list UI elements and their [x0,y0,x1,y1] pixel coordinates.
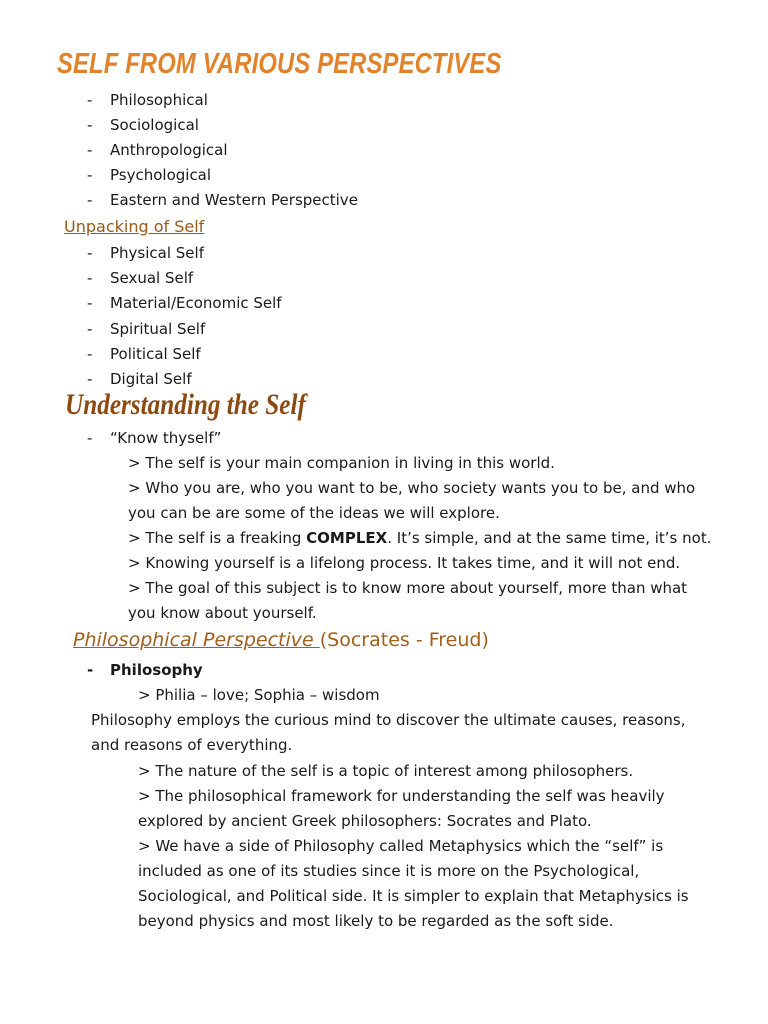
dash-marker: - [87,320,93,338]
philosophical-range: (Socrates - Freud) [319,629,489,651]
understanding-line: > Who you are, who you want to be, who society wants you to be, and who [128,479,696,497]
note-line: Sociological, and Political side. It is simpler to explain that Metaphysics is [138,887,689,905]
dash-marker: - [87,294,93,312]
definition-line: Philosophy employs the curious mind to discover the ultimate causes, reasons, [91,711,686,729]
list-item: Spiritual Self [110,320,206,338]
dash-marker: - [87,661,94,679]
note-line: explored by ancient Greek philosophers: Socrates and Plato. [138,812,592,830]
note-line: included as one of its studies since it is more on the Psychological, [138,862,640,880]
dash-marker: - [87,116,93,134]
note-line: > We have a side of Philosophy called Metaphysics which the “self” is [138,837,664,855]
dash-marker: - [87,141,93,159]
understanding-line: you can be are some of the ideas we will explore. [128,504,500,522]
complex-emphasis: COMPLEX [306,529,388,547]
note-line: > The nature of the self is a topic of interest among philosophers. [138,762,634,780]
definition-line: and reasons of everything. [91,736,293,754]
understanding-line: > The self is a freaking COMPLEX. It’s simple, and at the same time, it’s not. [128,529,712,547]
list-item: Material/Economic Self [110,294,282,312]
list-item: Sociological [110,116,199,134]
note-line: > The philosophical framework for understanding the self was heavily [138,787,665,805]
know-thyself: “Know thyself” [110,429,222,447]
understanding-line: > The self is your main companion in living in this world. [128,454,555,472]
list-item: Sexual Self [110,269,194,287]
note-line: beyond physics and most likely to be regarded as the soft side. [138,912,614,930]
list-item: Philosophical [110,91,208,109]
philosophical-perspective-link[interactable]: Philosophical Perspective [73,629,320,651]
unpacking-heading-link[interactable]: Unpacking of Self [64,217,205,236]
dash-marker: - [87,429,93,447]
etymology-line: > Philia – love; Sophia – wisdom [138,686,380,704]
philosophy-bullet: Philosophy [110,661,203,679]
main-title: SELF FROM VARIOUS PERSPECTIVES [57,48,502,80]
dash-marker: - [87,370,93,388]
understanding-heading: Understanding the Self [65,388,306,421]
understanding-line: > Knowing yourself is a lifelong process. It takes time, and it will not end. [128,554,681,572]
list-item: Political Self [110,345,201,363]
understanding-line: you know about yourself. [128,604,317,622]
dash-marker: - [87,269,93,287]
list-item: Psychological [110,166,212,184]
list-item: Digital Self [110,370,192,388]
dash-marker: - [87,91,93,109]
list-item: Eastern and Western Perspective [110,191,358,209]
list-item: Anthropological [110,141,228,159]
list-item: Physical Self [110,244,204,262]
dash-marker: - [87,191,93,209]
philosophical-heading [73,629,489,651]
dash-marker: - [87,244,93,262]
dash-marker: - [87,345,93,363]
understanding-line: > The goal of this subject is to know more about yourself, more than what [128,579,688,597]
dash-marker: - [87,166,93,184]
